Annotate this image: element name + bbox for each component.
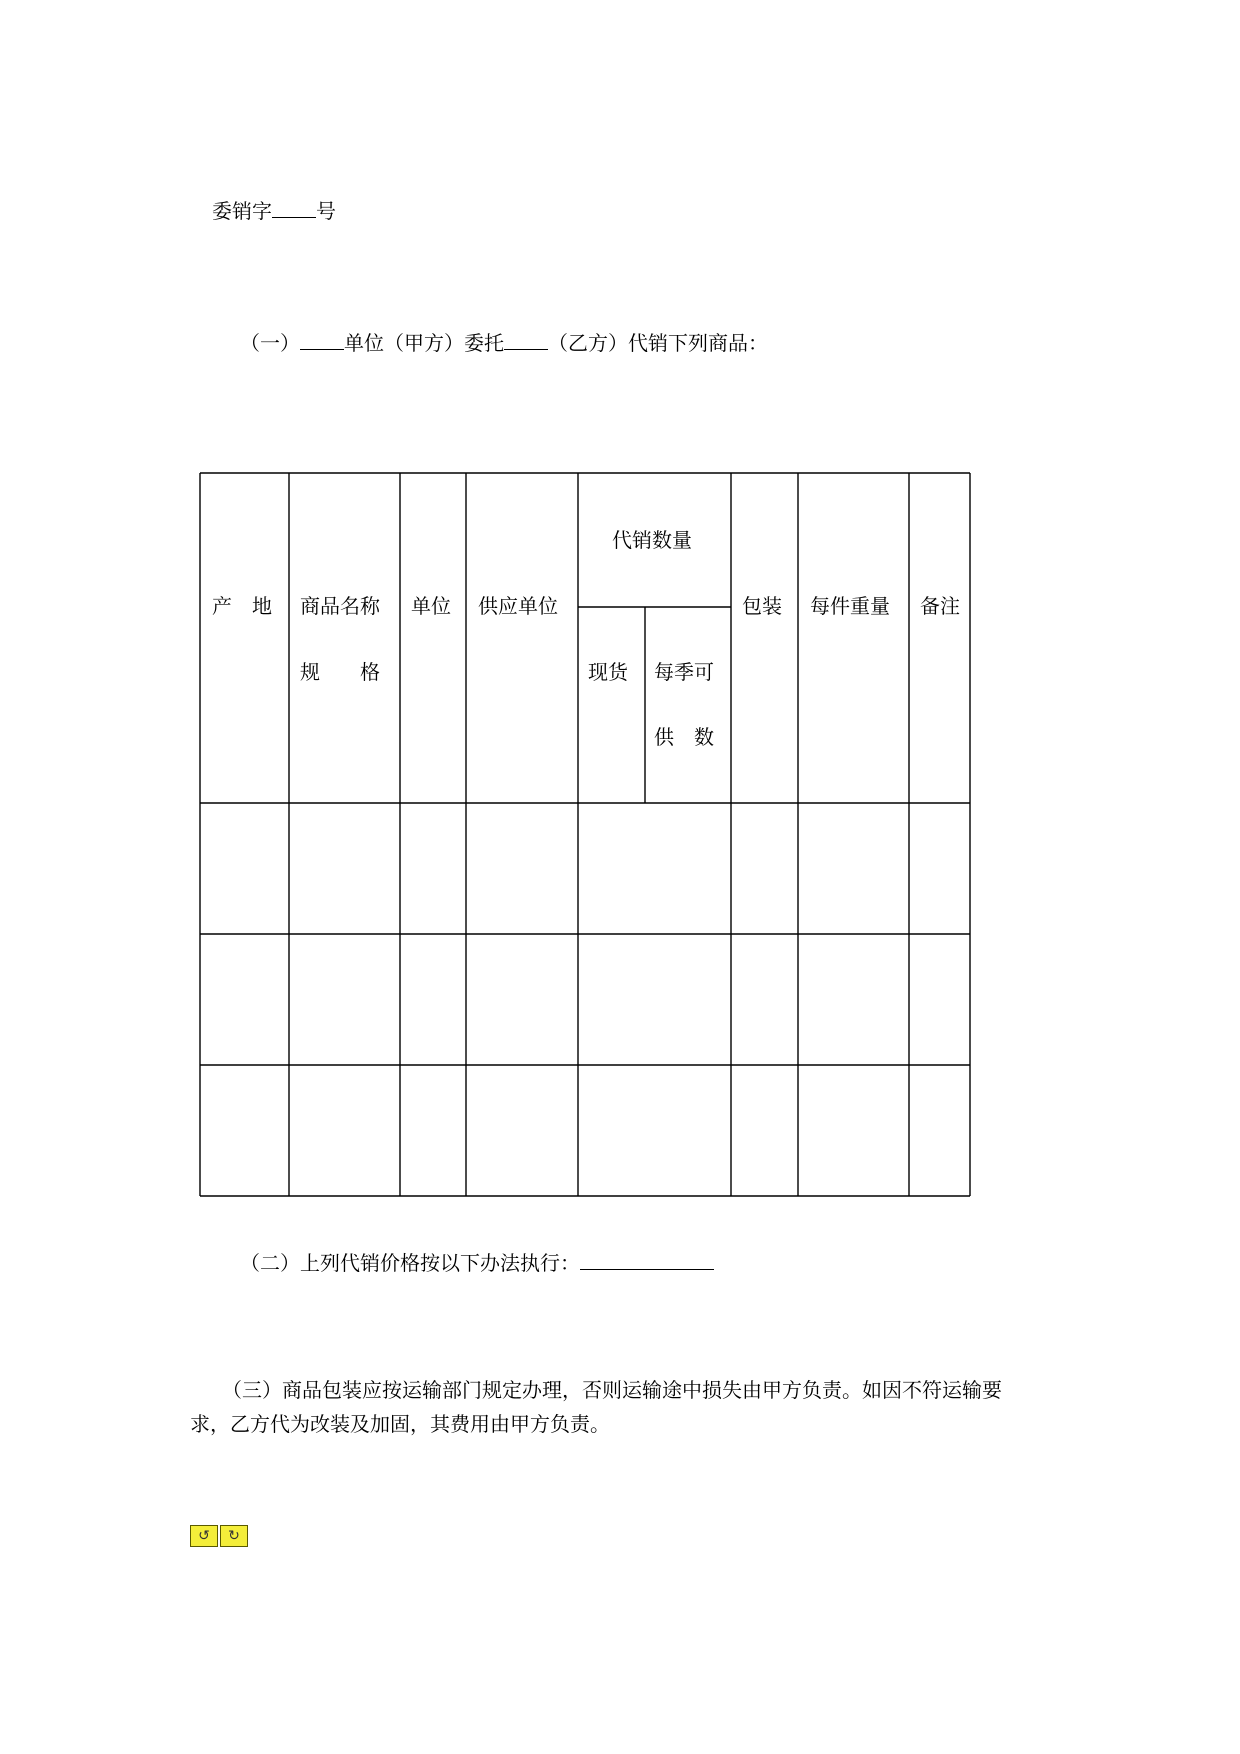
header-unit: 单位 (411, 594, 451, 618)
clause-1-text-a: 单位（甲方）委托 (344, 331, 504, 355)
nav-next-icon[interactable]: ↻ (220, 1525, 248, 1547)
header-qty-spot: 现货 (588, 660, 628, 684)
ref-suffix: 号 (316, 199, 336, 223)
clause-3-line-2: 求，乙方代为改装及加固，其费用由甲方负责。 (190, 1412, 610, 1436)
clause-2-text: （二）上列代销价格按以下办法执行： (240, 1251, 580, 1275)
clause-1-text-b: （乙方）代销下列商品： (548, 331, 768, 355)
header-qty-season-2: 供 数 (654, 725, 714, 749)
clause-1-number: （一） (240, 331, 300, 355)
clause-3-line-1: （三）商品包装应按运输部门规定办理，否则运输途中损失由甲方负责。如因不符运输要 (222, 1378, 1002, 1402)
header-pack: 包装 (742, 594, 782, 618)
clause-2 (240, 1250, 714, 1275)
header-qty: 代销数量 (612, 528, 692, 552)
nav-icons (190, 1525, 248, 1547)
price-method-blank[interactable] (580, 1250, 714, 1270)
header-spec: 规 格 (300, 660, 380, 684)
header-remark: 备注 (920, 594, 960, 618)
header-origin: 产 地 (212, 594, 272, 618)
header-name: 商品名称 (300, 594, 380, 618)
header-supplier: 供应单位 (478, 594, 558, 618)
nav-prev-icon[interactable]: ↺ (190, 1525, 218, 1547)
ref-prefix: 委销字 (212, 199, 272, 223)
header-qty-season-1: 每季可 (654, 660, 714, 684)
header-weight: 每件重量 (810, 594, 890, 618)
